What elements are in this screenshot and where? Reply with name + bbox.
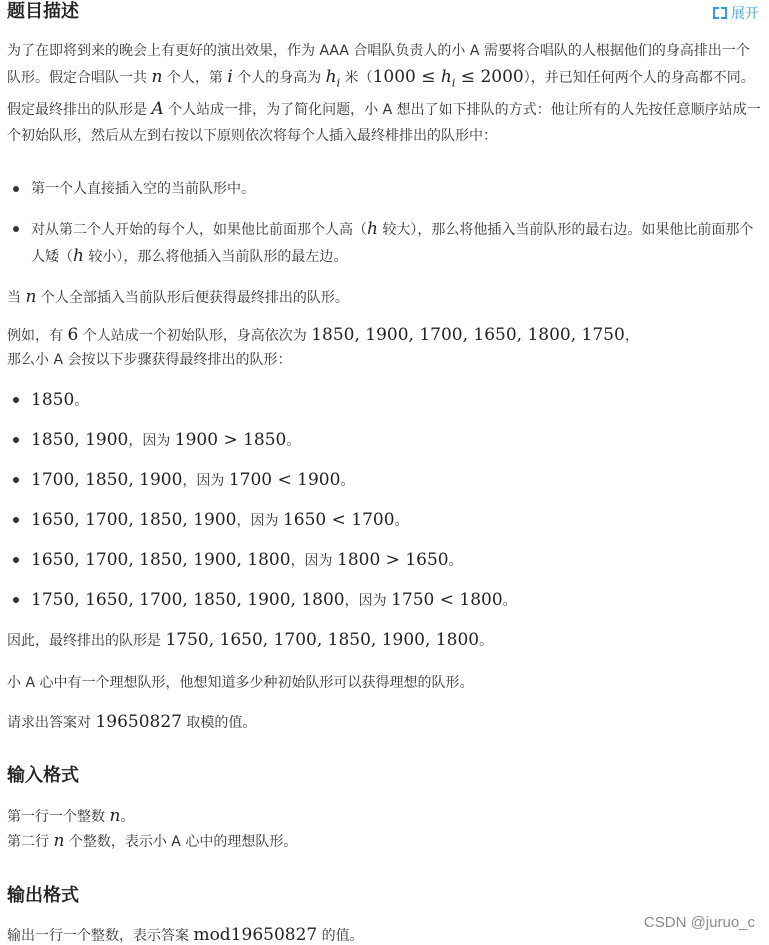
step-item: 1750, 1650, 1700, 1850, 1900, 1800，因为 1750 < 1800。	[31, 587, 757, 614]
ideal-paragraph: 小 A 心中有一个理想队形，他想知道多少种初始队形可以获得理想的队形。	[7, 675, 474, 691]
input-format-paragraph: 第一行一个整数 n。 第二行 n 个整数，表示小 A 心中的理想队形。	[7, 806, 298, 851]
step-item: 1650, 1700, 1850, 1900，因为 1650 < 1700。	[31, 507, 757, 534]
output-format-paragraph: 输出一行一个整数，表示答案 mod19650827 的值。	[7, 925, 364, 945]
example-paragraph: 例如，有 6 个人站成一个初始队形，身高依次为 1850, 1900, 1700, 1650, 1800, 1750， 那么小 A 会按以下步骤获得最终排出的队形：	[7, 325, 639, 368]
intro-paragraph: 为了在即将到来的晚会上有更好的演出效果，作为 AAA 合唱队负责人的小 A 需要将合唱队的人根据他们的身高排出一个队形。假定合唱队一共 n 个人，第 i 个人的身高为 $h_i$ 米$(1000 \le h_i \le 2000)$，并已知任何两个人的身高都不同。假定最终排出的队形是 A 个人站成一排，为了简化问题，小 A 想出了如下排队的方式：他让所有的人先按任意顺序站成一个初始队形，然后从左到右按以下原则依次将每个人插入最终棑排出的队形中：	[7, 43, 761, 145]
step-item: 1850。	[31, 387, 757, 414]
step-item: 1650, 1700, 1850, 1900, 1800，因为 1800 > 1650。	[31, 547, 757, 574]
csdn-watermark: CSDN @juruo_c	[643, 914, 755, 931]
output-format-title: 输出格式	[7, 885, 79, 906]
after-rules-paragraph: 当 n 个人全部插入当前队形后便获得最终排出的队形。	[7, 287, 349, 307]
expand-button[interactable]	[713, 3, 759, 23]
problem-description-title: 题目描述	[7, 1, 79, 22]
rule-item-2: 对从第二个人开始的每个人，如果他比前面那个人高（h 较大），那么将他插入当前队形的最右边。如果他比前面那个人矮（h 较小），那么将他插入当前队形的最左边。	[31, 216, 757, 270]
step-item: 1700, 1850, 1900，因为 1700 < 1900。	[31, 467, 757, 494]
modulo-paragraph: 请求出答案对 19650827 取模的值。	[7, 712, 257, 732]
input-format-title: 输入格式	[7, 765, 79, 786]
step-item: 1850, 1900，因为 1900 > 1850。	[31, 427, 757, 454]
expand-icon	[713, 7, 727, 19]
conclusion-paragraph: 因此，最终排出的队形是 1750, 1650, 1700, 1850, 1900, 1800。	[7, 630, 494, 650]
rule-item-1: 第一个人直接插入空的当前队形中。	[31, 176, 757, 202]
expand-label: 展开	[731, 6, 759, 22]
